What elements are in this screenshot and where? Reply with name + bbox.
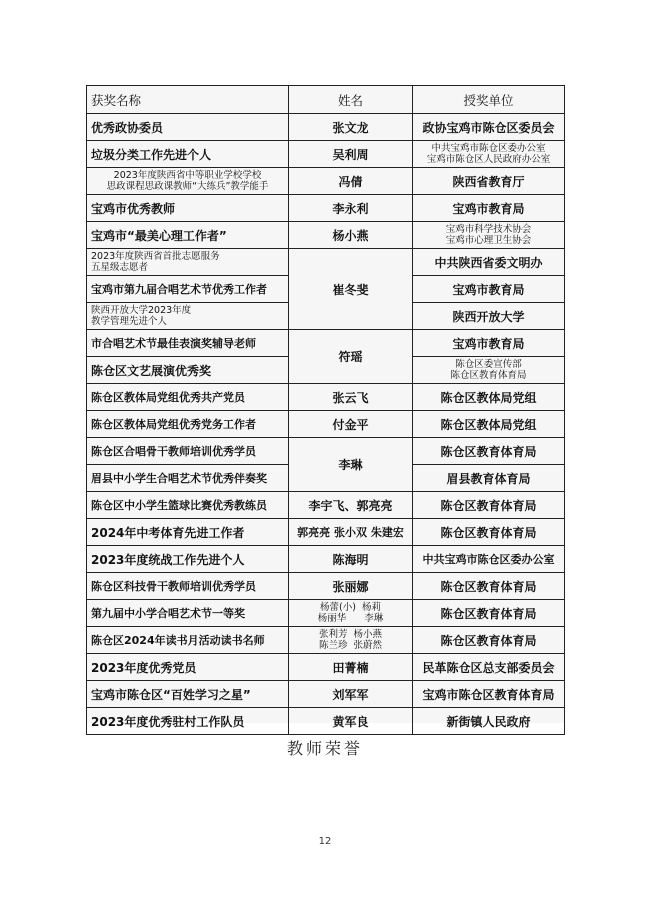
name-cell: 崔冬斐 bbox=[289, 249, 413, 330]
award-line: 思政课程思政课教师“大练兵”教学能手 bbox=[106, 181, 269, 192]
award-line: 2023年度陕西省中等职业学校学校 bbox=[113, 170, 262, 181]
table-row bbox=[87, 438, 565, 465]
unit-cell: 宝鸡市教育局 bbox=[413, 195, 565, 222]
table-row bbox=[87, 114, 565, 141]
award-line: 2023年度陕西省首批志愿服务 bbox=[91, 251, 220, 262]
award-cell: 2023年度统战工作先进个人 bbox=[87, 546, 289, 573]
award-cell: 陈仓区中小学生篮球比赛优秀教练员 bbox=[87, 492, 289, 519]
name-cell: 冯倩 bbox=[289, 168, 413, 195]
unit-line: 中共宝鸡市陈仓区委办公室 bbox=[431, 143, 546, 154]
unit-cell: 陕西开放大学 bbox=[413, 303, 565, 330]
table-row bbox=[87, 681, 565, 708]
award-cell bbox=[87, 303, 289, 330]
unit-line: 宝鸡市心理卫生协会 bbox=[445, 235, 532, 246]
award-line: 五星级志愿者 bbox=[91, 262, 149, 273]
table-row bbox=[87, 654, 565, 681]
name-cell: 杨小燕 bbox=[289, 222, 413, 249]
name-cell: 张文龙 bbox=[289, 114, 413, 141]
unit-cell: 陈仓区教育体育局 bbox=[413, 438, 565, 465]
name-cell: 符瑶 bbox=[289, 330, 413, 384]
award-cell: 陈仓区文艺展演优秀奖 bbox=[87, 357, 289, 384]
award-cell: 陈仓区合唱骨干教师培训优秀学员 bbox=[87, 438, 289, 465]
award-cell: 2024年中考体育先进工作者 bbox=[87, 519, 289, 546]
award-cell: 市合唱艺术节最佳表演奖辅导老师 bbox=[87, 330, 289, 357]
table-row bbox=[87, 195, 565, 222]
award-cell: 2023年度优秀驻村工作队员 bbox=[87, 708, 289, 735]
unit-cell: 陈仓区教育体育局 bbox=[413, 573, 565, 600]
name-cell: 李宇飞、郭亮亮 bbox=[289, 492, 413, 519]
table-row bbox=[87, 168, 565, 195]
unit-cell: 陈仓区教育体育局 bbox=[413, 627, 565, 654]
unit-line: 宝鸡市陈仓区人民政府办公室 bbox=[426, 154, 551, 165]
table-row bbox=[87, 546, 565, 573]
name-cell: 刘军军 bbox=[289, 681, 413, 708]
name-line: 张利芳 杨小燕 bbox=[318, 629, 383, 640]
unit-cell: 陈仓区教育体育局 bbox=[413, 600, 565, 627]
unit-cell: 中共宝鸡市陈仓区委办公室 bbox=[413, 546, 565, 573]
unit-cell bbox=[413, 141, 565, 168]
header-award: 获奖名称 bbox=[87, 86, 289, 114]
unit-line: 陈仓区委宣传部 bbox=[455, 359, 522, 370]
figure-caption: 教师荣誉 bbox=[286, 739, 363, 758]
unit-cell: 陈仓区教育体育局 bbox=[413, 519, 565, 546]
table-row bbox=[87, 222, 565, 249]
name-cell: 张云飞 bbox=[289, 384, 413, 411]
page-number: 12 bbox=[318, 836, 332, 847]
name-cell bbox=[289, 627, 413, 654]
unit-cell: 中共陕西省委文明办 bbox=[413, 249, 565, 276]
unit-cell: 政协宝鸡市陈仓区委员会 bbox=[413, 114, 565, 141]
name-cell: 黄军良 bbox=[289, 708, 413, 735]
award-cell: 宝鸡市第九届合唱艺术节优秀工作者 bbox=[87, 276, 289, 303]
unit-cell bbox=[413, 222, 565, 249]
table-row bbox=[87, 141, 565, 168]
table-row bbox=[87, 384, 565, 411]
unit-line: 宝鸡市科学技术协会 bbox=[445, 224, 532, 235]
name-cell: 陈海明 bbox=[289, 546, 413, 573]
award-cell: 宝鸡市陈仓区“百姓学习之星” bbox=[87, 681, 289, 708]
table-row bbox=[87, 330, 565, 357]
header-name: 姓名 bbox=[289, 86, 413, 114]
name-line: 陈兰珍 张蔚然 bbox=[318, 640, 383, 651]
award-cell bbox=[87, 249, 289, 276]
award-cell: 陈仓区教体局党组优秀共产党员 bbox=[87, 384, 289, 411]
award-cell: 眉县中小学生合唱艺术节优秀伴奏奖 bbox=[87, 465, 289, 492]
unit-line: 陈仓区教育体育局 bbox=[450, 370, 527, 381]
unit-cell: 陈仓区教体局党组 bbox=[413, 384, 565, 411]
unit-cell: 宝鸡市教育局 bbox=[413, 276, 565, 303]
unit-cell: 新街镇人民政府 bbox=[413, 708, 565, 735]
table-row bbox=[87, 492, 565, 519]
name-cell: 张丽娜 bbox=[289, 573, 413, 600]
name-cell: 付金平 bbox=[289, 411, 413, 438]
award-line: 陕西开放大学2023年度 bbox=[91, 305, 192, 316]
award-cell: 优秀政协委员 bbox=[87, 114, 289, 141]
table-row bbox=[87, 411, 565, 438]
name-line: 杨蕾(小) 杨莉 bbox=[320, 602, 381, 613]
award-cell: 陈仓区2024年读书月活动读书名师 bbox=[87, 627, 289, 654]
name-cell: 郭亮亮 张小双 朱建宏 bbox=[289, 519, 413, 546]
header-unit: 授奖单位 bbox=[413, 86, 565, 114]
award-cell: 垃圾分类工作先进个人 bbox=[87, 141, 289, 168]
unit-cell: 陈仓区教育体育局 bbox=[413, 492, 565, 519]
award-cell: 宝鸡市优秀教师 bbox=[87, 195, 289, 222]
name-cell bbox=[289, 600, 413, 627]
award-cell: 2023年度优秀党员 bbox=[87, 654, 289, 681]
unit-cell bbox=[413, 357, 565, 384]
award-cell: 宝鸡市“最美心理工作者” bbox=[87, 222, 289, 249]
unit-cell: 宝鸡市陈仓区教育体育局 bbox=[413, 681, 565, 708]
name-cell: 李琳 bbox=[289, 438, 413, 492]
award-cell: 第九届中小学合唱艺术节一等奖 bbox=[87, 600, 289, 627]
table-row bbox=[87, 519, 565, 546]
name-line: 杨丽华 李琳 bbox=[317, 613, 384, 624]
table-header-row bbox=[87, 86, 565, 114]
table-row bbox=[87, 708, 565, 735]
table-row bbox=[87, 249, 565, 276]
unit-cell: 宝鸡市教育局 bbox=[413, 330, 565, 357]
award-line: 教学管理先进个人 bbox=[91, 316, 168, 327]
unit-cell: 陈仓区教体局党组 bbox=[413, 411, 565, 438]
table-row bbox=[87, 600, 565, 627]
name-cell: 田菁楠 bbox=[289, 654, 413, 681]
unit-cell: 陕西省教育厅 bbox=[413, 168, 565, 195]
honor-table bbox=[86, 85, 565, 735]
unit-cell: 眉县教育体育局 bbox=[413, 465, 565, 492]
award-cell bbox=[87, 168, 289, 195]
table-row bbox=[87, 627, 565, 654]
table-row bbox=[87, 573, 565, 600]
unit-cell: 民革陈仓区总支部委员会 bbox=[413, 654, 565, 681]
name-cell: 吴利周 bbox=[289, 141, 413, 168]
honor-table-container bbox=[86, 85, 564, 729]
name-cell: 李永利 bbox=[289, 195, 413, 222]
award-cell: 陈仓区科技骨干教师培训优秀学员 bbox=[87, 573, 289, 600]
award-cell: 陈仓区教体局党组优秀党务工作者 bbox=[87, 411, 289, 438]
